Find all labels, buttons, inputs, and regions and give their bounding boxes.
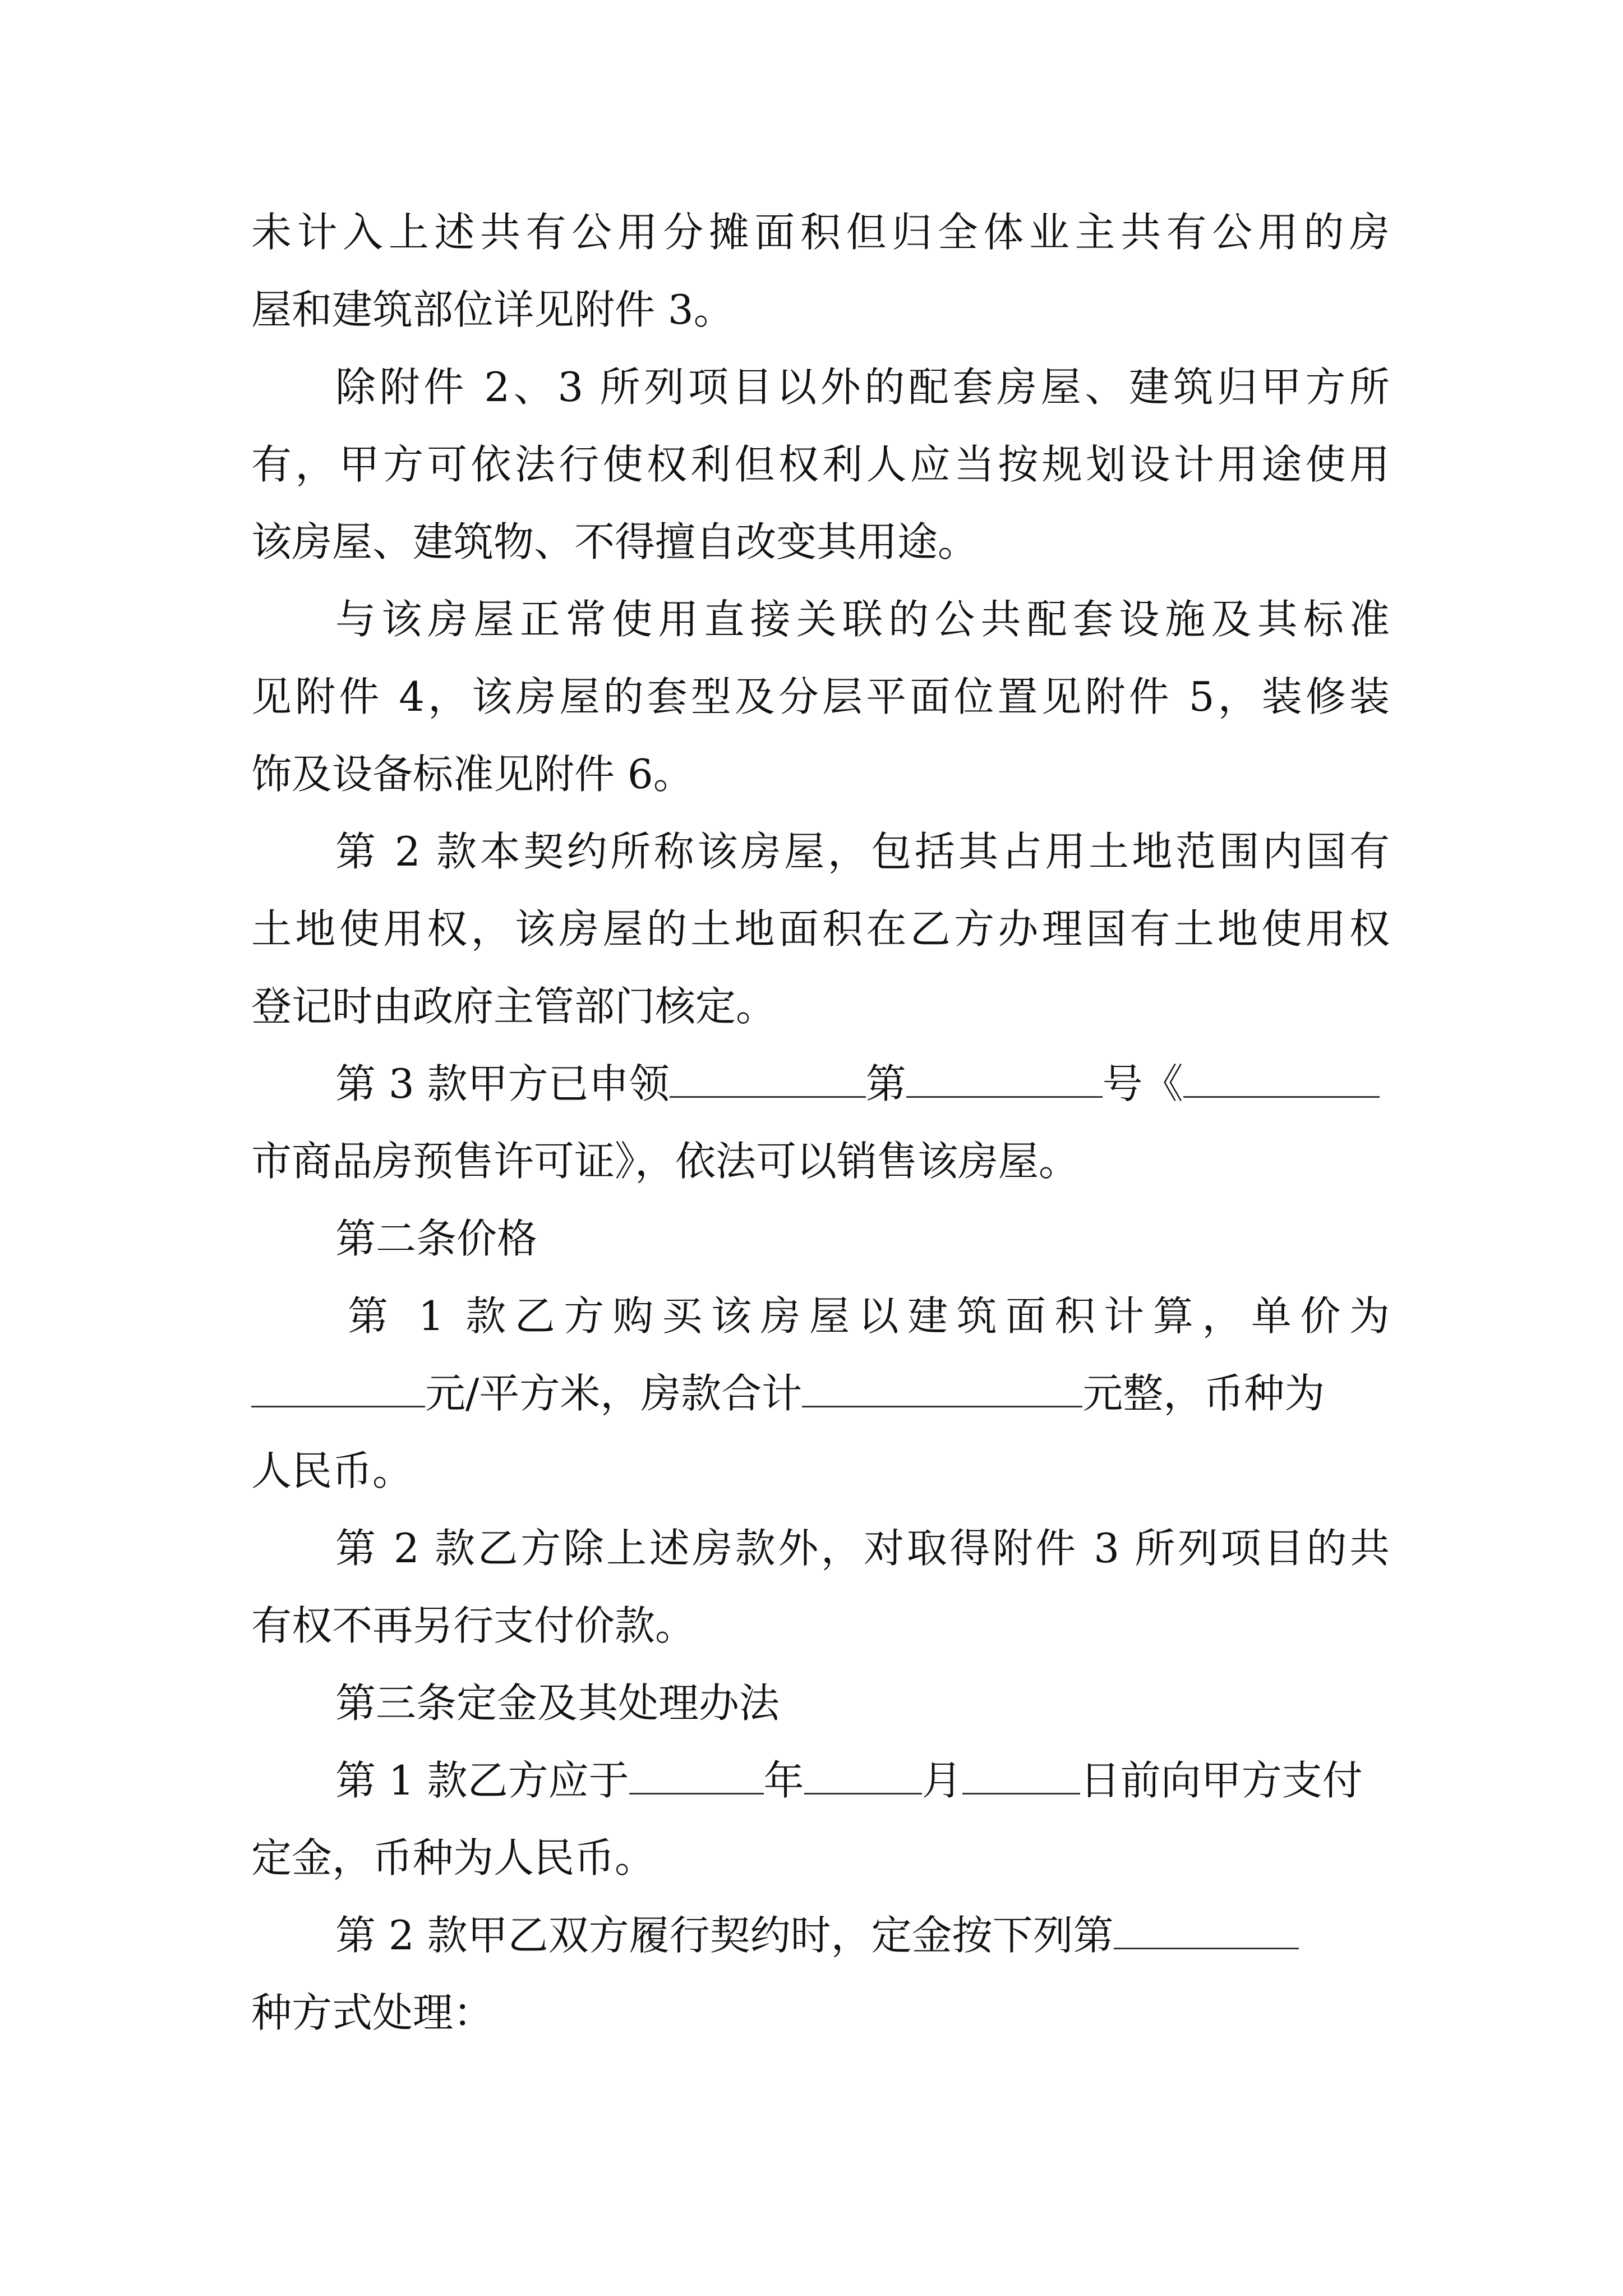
fill-blank[interactable] (962, 1758, 1080, 1795)
text-line (251, 1742, 1390, 1819)
clause-text: 日前向甲方支付 (1080, 1757, 1363, 1804)
text-line: 有权不再另行支付价款。 (251, 1602, 696, 1649)
text-line: 见附件 4，该房屋的套型及分层平面位置见附件 5，装修装 (251, 673, 1390, 720)
fill-blank[interactable] (906, 1061, 1103, 1098)
fill-blank[interactable] (670, 1061, 866, 1098)
clause-text: 第 (865, 1060, 906, 1107)
text-line (251, 1355, 1390, 1432)
section-heading: 第三条定金及其处理办法 (335, 1680, 780, 1727)
fill-blank[interactable] (804, 1758, 922, 1795)
text-line: 除附件 2、3 所列项目以外的配套房屋、建筑归甲方所 (335, 364, 1390, 411)
text-line (251, 1897, 1390, 1974)
text-line: 与该房屋正常使用直接关联的公共配套设施及其标准 (335, 596, 1390, 643)
clause-text: 月 (921, 1757, 962, 1804)
clause-text: 元/平方米，房款合计 (425, 1370, 803, 1417)
section-heading: 第二条价格 (335, 1215, 538, 1262)
text-line: 第 1 款乙方购买该房屋以建筑面积计算，单价为 (348, 1292, 1390, 1340)
text-line: 第 2 款乙方除上述房款外，对取得附件 3 所列项目的共 (335, 1525, 1390, 1572)
text-line: 人民币。 (251, 1447, 413, 1494)
text-line: 土地使用权，该房屋的土地面积在乙方办理国有土地使用权 (251, 905, 1390, 953)
text-line: 第 2 款本契约所称该房屋，包括其占用土地范围内国有 (335, 828, 1390, 875)
clause-text: 第 3 款甲方已申领 (335, 1060, 670, 1107)
text-line: 定金，币种为人民币。 (251, 1834, 656, 1881)
fill-blank[interactable] (1183, 1061, 1380, 1098)
clause-text: 年 (763, 1757, 804, 1804)
document-page (251, 194, 1390, 2051)
clause-text: 号《 (1102, 1060, 1183, 1107)
fill-blank[interactable] (629, 1758, 764, 1795)
clause-text: 第 1 款乙方应于 (335, 1757, 629, 1804)
fill-blank[interactable] (1114, 1913, 1299, 1949)
text-line: 有，甲方可依法行使权利但权利人应当按规划设计用途使用 (251, 441, 1390, 488)
text-line: 该房屋、建筑物、不得擅自改变其用途。 (251, 518, 979, 565)
text-line: 未计入上述共有公用分摊面积但归全体业主共有公用的房 (251, 209, 1390, 256)
text-line: 饰及设备标准见附件 6。 (251, 751, 694, 798)
fill-blank[interactable] (802, 1371, 1082, 1407)
text-line (251, 1045, 1390, 1122)
text-line: 市商品房预售许可证》，依法可以销售该房屋。 (251, 1138, 1080, 1185)
clause-text: 元整，币种为 (1082, 1370, 1325, 1417)
fill-blank[interactable] (251, 1371, 425, 1407)
text-line: 登记时由政府主管部门核定。 (251, 983, 777, 1030)
text-line: 屋和建筑部位详见附件 3。 (251, 286, 734, 333)
text-line: 种方式处理： (251, 1989, 494, 2036)
clause-text: 第 2 款甲乙双方履行契约时，定金按下列第 (335, 1912, 1114, 1959)
